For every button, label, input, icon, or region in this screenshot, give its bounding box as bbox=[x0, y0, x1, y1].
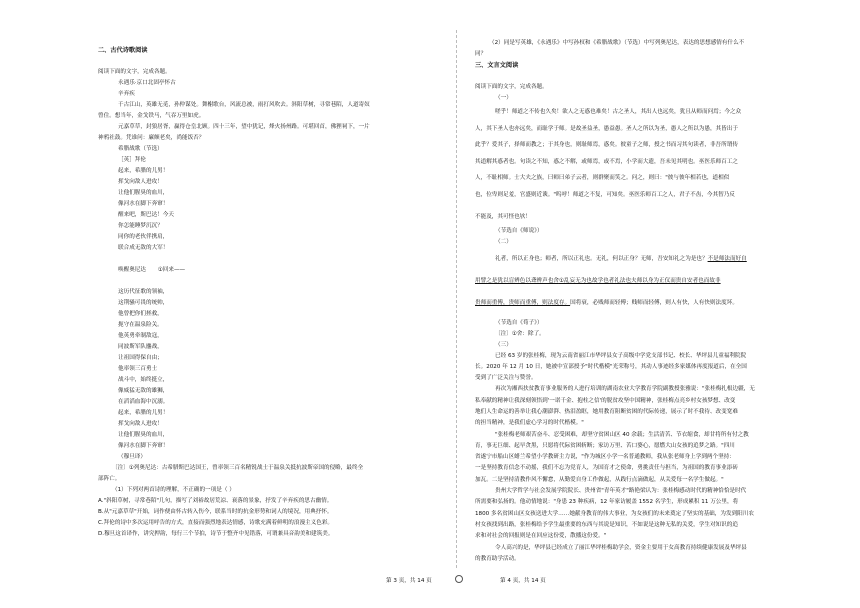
passage-1-line: 也，位卑则足羞，官盛则近谀。"呜呼！师道之不复，可知矣。巫医乐师百工之人，君子不齿，今其智乃反 bbox=[475, 191, 735, 198]
underlined-sentence: 不是师法而好自 bbox=[707, 255, 747, 262]
poem2-line: 让祖国得保自由； bbox=[118, 355, 163, 361]
passage-2-line: 贵师而重傅，贵师而重傅，则法度存。国将衰，必贱师而轻傅；贱师而轻傅，则人有快，人有快则法度坏。 bbox=[475, 299, 738, 306]
underlined-sentence: ①乱妄无为也故学也者礼法也夫师以身为正仪而贵自安者也而故非 bbox=[558, 277, 721, 284]
poem2-author: ［英］拜伦 bbox=[118, 157, 146, 163]
poem2-call bbox=[98, 265, 441, 276]
poem2-stanza2 bbox=[98, 287, 441, 452]
passage-1-line: 不能及，其可怪也欤！ bbox=[475, 214, 531, 220]
passage-2-line: 礼者，所以正身也；师者，所以正礼也。无礼，何以正身？无师，吾安知礼之为是也？不是师法而好自 bbox=[495, 255, 747, 262]
poem2-title: 希腊战歌（节选） bbox=[118, 146, 163, 152]
poem2-line: 战斗中，始终挺立， bbox=[118, 377, 169, 383]
subsection-3: （三） bbox=[495, 341, 512, 348]
passage-1-line: 其道解其惑者也。句读之不知，惑之不解，或师焉，或不焉，小学而大遗，吾未见其明也。巫医乐师百工之 bbox=[475, 158, 738, 165]
poem2-line: 在滔滔血海中沉溺。 bbox=[118, 399, 169, 405]
binding-circle-icon bbox=[455, 575, 463, 583]
poem2-line: 挥戈向敌人进攻！ bbox=[118, 179, 163, 185]
passage-1-line: 人，其下圣人也亦远矣，而耻学于师。是故圣益圣，愚益愚。圣人之所以为圣，愚人之所以为愚，其皆出于 bbox=[475, 125, 738, 132]
passage-3-line: 的教育助学活动。 bbox=[475, 555, 520, 562]
source-1: （节选自《师说》） bbox=[495, 227, 543, 234]
passage-1-line: 嗟乎！师道之不传也久矣！欲人之无惑也难矣！古之圣人，其出人也远矣，犹且从师而问焉；今之众 bbox=[495, 109, 742, 115]
passage-3-line: 加瓦。二是坚持清教作风不懈怠，从勤爱自身工作做起，从践行点滴做起，从关爱每一名学生做起。" bbox=[475, 476, 724, 483]
question-1: （1）下列对两首诗的理解，不正确的一项是（ ） bbox=[112, 487, 235, 493]
passage-2 bbox=[475, 248, 827, 314]
poem2-line: 你怎能睡梦沉沉？ bbox=[118, 223, 163, 229]
poem2-line: 同你的老伙伴携肩， bbox=[118, 234, 169, 240]
passage-3-line: 求和对社会的回报则是在回应这份爱，散播这份爱。" bbox=[475, 533, 607, 540]
passage-3-line: 长。2020 年 12 月 10 日，她被中宣部授予"时代楷模"光荣称号，其动人事迹经多家媒体再度报道后，在全国 bbox=[475, 363, 747, 370]
passage-3-line: 所需要和弘扬的。他动情地说："身患 23 种疾病，12 年家访履盖 1552 名学生，形成累积 11 万公里，将 bbox=[475, 499, 739, 506]
passage-3-line: 村女孩找到出路，张桂梅给予学生最重要的东西与其说是知识，不如说是这种无私的关爱，学生对知识的追 bbox=[475, 521, 738, 528]
poem2-line: 这历代征歌的领袖， bbox=[118, 289, 169, 295]
footnote: 〔注〕①列奥尼达：古希腊斯巴达国王，曾率领三百名精锐战士于温泉关抵抗波斯帝国的侵略，最终全 bbox=[112, 465, 364, 471]
passage-3-line: 再次为湘西扶贫教育事业服务的人进行培训的湖南农业大学教育学院副教授张雅说："张桂梅扎根边疆，无 bbox=[495, 386, 755, 393]
passage-3-line: 育，事无巨细、起早贪黑，只愿将代际贫困斩断；家访万里、苦口婆心，愿燃大山女孩的追梦之路。"四川 bbox=[475, 442, 735, 449]
passage-1 bbox=[475, 104, 827, 226]
passage-3-line: 1800 多名贫困山区女孩送进大学……她献身教育的伟大事业，为女孩们的未来奠定了坚实的基础，为发到阳川农 bbox=[475, 510, 754, 517]
poem1-line: 千古江山，英雄无觅，孙仲谋处。舞榭歌台，风流总被，雨打风吹去。斜阳草树，寻常巷陌，人道寄奴 bbox=[118, 102, 370, 108]
passage-3-line: 省遂宁市船山区蜡兰希望小学教研主力说，"作为城区小学一名普通教师，我从张老师身上学到两个坚持： bbox=[475, 454, 735, 461]
page-number-right: 第 4 页，共 14 页 bbox=[500, 578, 546, 584]
poem1-text bbox=[98, 100, 441, 144]
passage-3-line: 受到了广泛关注与赞誉。 bbox=[475, 375, 537, 382]
poem2-line: 同波斯军队鏖战， bbox=[118, 344, 163, 350]
poem2-line: 挥戈向敌人进攻！ bbox=[118, 421, 163, 427]
poem2-line: 醒来吧，斯巴达！今天 bbox=[118, 212, 174, 218]
option-b: B.从"元嘉草草"开始，词作便由怀古转入伤今，联系当时的抗金形势和词人的境况，用典抒怀。 bbox=[98, 509, 333, 515]
poem2-call-line: 唤醒奥尼达 bbox=[118, 267, 146, 273]
poem1-line: 曾住。想当年，金戈铁马，气吞万里如虎。 bbox=[98, 113, 205, 119]
poem1-line: 神鸦社鼓。凭谁问：廉颇老矣，尚能饭否？ bbox=[98, 135, 205, 141]
poem2-line: 像河水在脚下奔窜！ bbox=[118, 201, 169, 207]
passage-1-line: 此乎？爱其子，择师而教之；于其身也，则耻师焉，惑矣。彼童子之师，授之书而习其句读者，非吾所谓传 bbox=[475, 142, 738, 148]
poem2-line: 他英勇牵制敌寇， bbox=[118, 333, 163, 339]
poem2-line: 他率领三百勇士 bbox=[118, 366, 158, 372]
poem2-stanza1 bbox=[98, 166, 441, 254]
source-2: （节选自《荀子》） bbox=[495, 319, 543, 326]
poem2-line: 像威猛无敌的雄狮， bbox=[118, 388, 169, 394]
option-d: D.穆旦这首译作，讲究押韵，每行三个节拍，诗节于整齐中见错落，可谓兼具音韵美和建筑美。 bbox=[98, 531, 334, 537]
subsection-2: （二） bbox=[495, 238, 512, 245]
passage-3-line: 地们人生命运的善举让我心潮澎湃、热泪盈眶，她用教育阻断贫困的代际传递，展示了时不我待、改变宽难 bbox=[475, 408, 738, 415]
poem2-line: 起来，希腊的儿男！ bbox=[118, 168, 169, 174]
poem2-line: 起来，希腊的儿男！ bbox=[118, 410, 169, 416]
option-c: C.拜伦的诗中多次运用呼告的方式，直接而强烈地表达情感，诗歌充满着鲜明的浪漫主义色彩。 bbox=[98, 520, 334, 526]
note-2: 〔注〕①舍：除了。 bbox=[495, 330, 545, 337]
poem2-line: 扼守在温泉险关。 bbox=[118, 322, 163, 328]
poem2-line: 他曾把你们拯救， bbox=[118, 311, 163, 317]
page-divider bbox=[456, 30, 457, 568]
poem2-line: 让他们腥臭的血川， bbox=[118, 190, 169, 196]
poem2-call-note: ①回来—— bbox=[157, 267, 186, 273]
classical-intro: 阅读下面的文字，完成各题。 bbox=[475, 84, 548, 90]
subsection-1: （一） bbox=[495, 95, 512, 101]
question-2-cont: 同？ bbox=[475, 51, 487, 57]
passage-3-line: "张桂梅老师艰苦奋斗、忍受困难，却坚守贫困山区 40 余载；生活清苦、节衣缩食，却甘将所有付之教 bbox=[495, 431, 749, 438]
passage-3-line: 令人高兴的是，华坪县已经成立了丽江华坪桂梅助学会，资金主要用于女高教育持续健康发展及华坪县 bbox=[495, 544, 747, 551]
passage-3-line: 一是坚持教育信念不动摇，我们不忘为党育人，为国育才之使命，勇挑责任与担当，为祖国的教育事业添砖 bbox=[475, 465, 738, 472]
footnote-cont: 部阵亡。 bbox=[98, 476, 121, 482]
passage-2-line bbox=[475, 270, 827, 292]
passage-3-line: 已经 63 岁的张桂梅，现为云南省丽江市华坪县女子高级中学党支部书记、校长、华坪县儿童福利院院 bbox=[495, 352, 747, 359]
underlined-sentence: 贵师而重傅，贵师而重傅，则法度存。 bbox=[475, 299, 571, 306]
passage-3-line: 贵州大学哲学与社会发展学院院长、贵州省"青年英才"路艳梁认为：张桂梅感动时代的精神恰恰是时代 bbox=[495, 488, 747, 495]
poem2-line: 这荆骚可畏的统帅， bbox=[118, 300, 169, 306]
poem1-title: 永遇乐·京口北固亭怀古 bbox=[118, 80, 176, 86]
poem2-translator: （穆旦译） bbox=[118, 454, 146, 460]
poem2-line: 让他们腥臭的血川， bbox=[118, 432, 169, 438]
passage-1-line: 人，不耻相师。士大夫之族，曰师曰弟子云者，则群聚而笑之。问之，则曰："彼与彼年相若也，道相似 bbox=[475, 175, 730, 181]
page-number-left: 第 3 页，共 14 页 bbox=[386, 578, 432, 584]
left-page bbox=[98, 0, 441, 608]
passage-3-line: 的担当精神，是我们虚心学习的时代楷模。" bbox=[475, 420, 584, 427]
right-page bbox=[475, 0, 827, 608]
section-title-classical: 三、文言文阅读 bbox=[475, 62, 519, 69]
poetry-intro: 阅读下面的文字，完成各题。 bbox=[98, 69, 171, 75]
passage-3 bbox=[475, 351, 827, 566]
passage-3-line: 私奉献的精神让我深刻领悟到'一诺千金、抱柱之信'的脱贫攻坚中国精神，张桂梅点亮乡村女孩梦想、改变 bbox=[475, 397, 736, 404]
option-a: A."斜阳草树，寻常巷陌"几句，描写了刘裕故居荒凉、衰落的景象，抒发了辛弃疾的思古幽情。 bbox=[98, 498, 333, 504]
question-2: （2）同是写英雄，《永遇乐》中写孙权和《希腊战歌》（节选）中写列奥尼达，表达的思想感情有什么不 bbox=[489, 40, 745, 46]
section-title-poetry: 二、古代诗歌阅读 bbox=[98, 47, 148, 54]
underlined-sentence: 用譬之是犹以盲辨色以聋辨声也舍 bbox=[475, 277, 559, 284]
poem1-line: 元嘉草草，封狼居胥，赢得仓皇北顾。四十三年，望中犹记，烽火扬州路。可堪回首，佛狸祠下，一片 bbox=[118, 124, 370, 130]
poem2-line: 像河水在脚下奔窜！ bbox=[118, 443, 169, 449]
poem2-line: 联合成无敌的大军！ bbox=[118, 245, 169, 251]
poem1-author: 辛弃疾 bbox=[118, 91, 135, 97]
